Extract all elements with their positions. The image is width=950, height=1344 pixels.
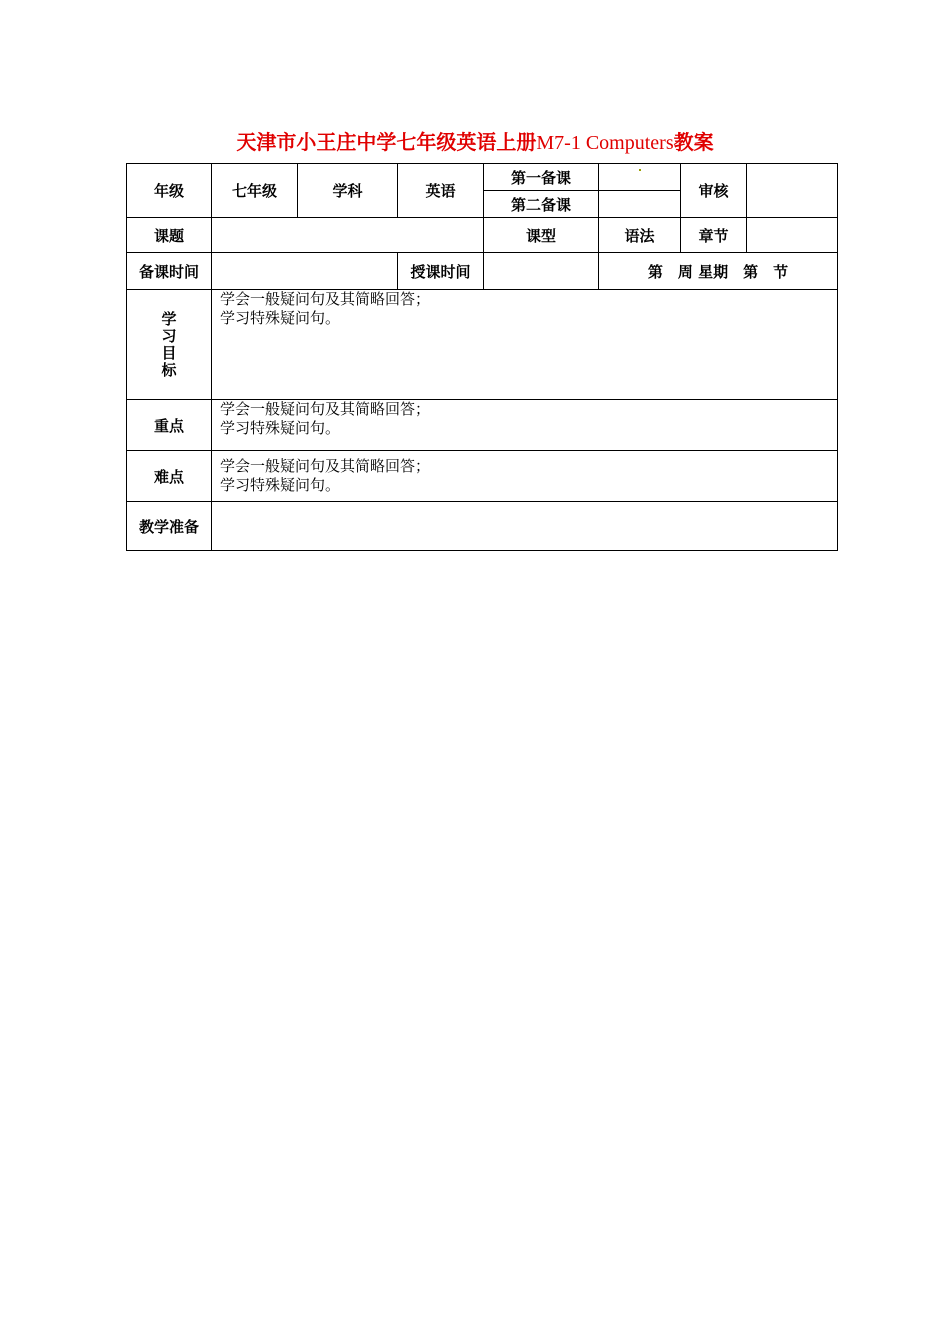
goals-label-char: 学 (161, 309, 177, 328)
difficulties-label: 难点 (153, 467, 184, 486)
grade-value: 七年级 (231, 182, 277, 200)
second-prep-label: 第二备课 (510, 195, 571, 214)
learning-goals-label (127, 290, 211, 399)
prep-time-label: 备课时间 (138, 262, 199, 281)
title-chinese-suffix: 教案 (673, 130, 714, 154)
title-latin: M7-1 Computers (536, 132, 674, 154)
first-prep-label: 第一备课 (510, 168, 571, 187)
grid-line (211, 163, 212, 551)
chapter-label: 章节 (698, 226, 729, 245)
title-chinese-prefix: 天津市小王庄中学七年级英语上册 (236, 130, 537, 154)
topic-label: 课题 (153, 226, 184, 245)
stray-mark (639, 169, 641, 171)
goals-label-char: 习 (161, 326, 177, 345)
grid-line (126, 450, 838, 451)
grid-line (126, 501, 838, 502)
goals-label-char: 标 (161, 360, 177, 379)
grid-line (746, 163, 747, 252)
grid-line (126, 550, 838, 551)
key-points-label: 重点 (153, 416, 184, 435)
lesson-type-label: 课型 (525, 226, 556, 245)
document-title (0, 126, 950, 155)
lesson-plan-table (126, 163, 838, 551)
lesson-type-value: 语法 (624, 226, 655, 245)
teaching-preparation-label: 教学准备 (138, 517, 199, 536)
review-label: 审核 (698, 182, 729, 200)
difficulties-text: 学会一般疑问句及其简略回答； 学习特殊疑问句。 (220, 457, 431, 494)
grid-line (837, 163, 838, 551)
teach-time-label: 授课时间 (410, 262, 471, 281)
subject-value: 英语 (425, 182, 456, 200)
schedule-text: 第 周 星期 第 节 (647, 262, 789, 281)
learning-goals-text: 学会一般疑问句及其简略回答； 学习特殊疑问句。 (220, 290, 431, 327)
subject-label: 学科 (332, 182, 363, 200)
goals-label-char: 目 (161, 343, 177, 362)
key-points-text: 学会一般疑问句及其简略回答； 学习特殊疑问句。 (220, 400, 431, 437)
grade-label: 年级 (153, 182, 184, 200)
